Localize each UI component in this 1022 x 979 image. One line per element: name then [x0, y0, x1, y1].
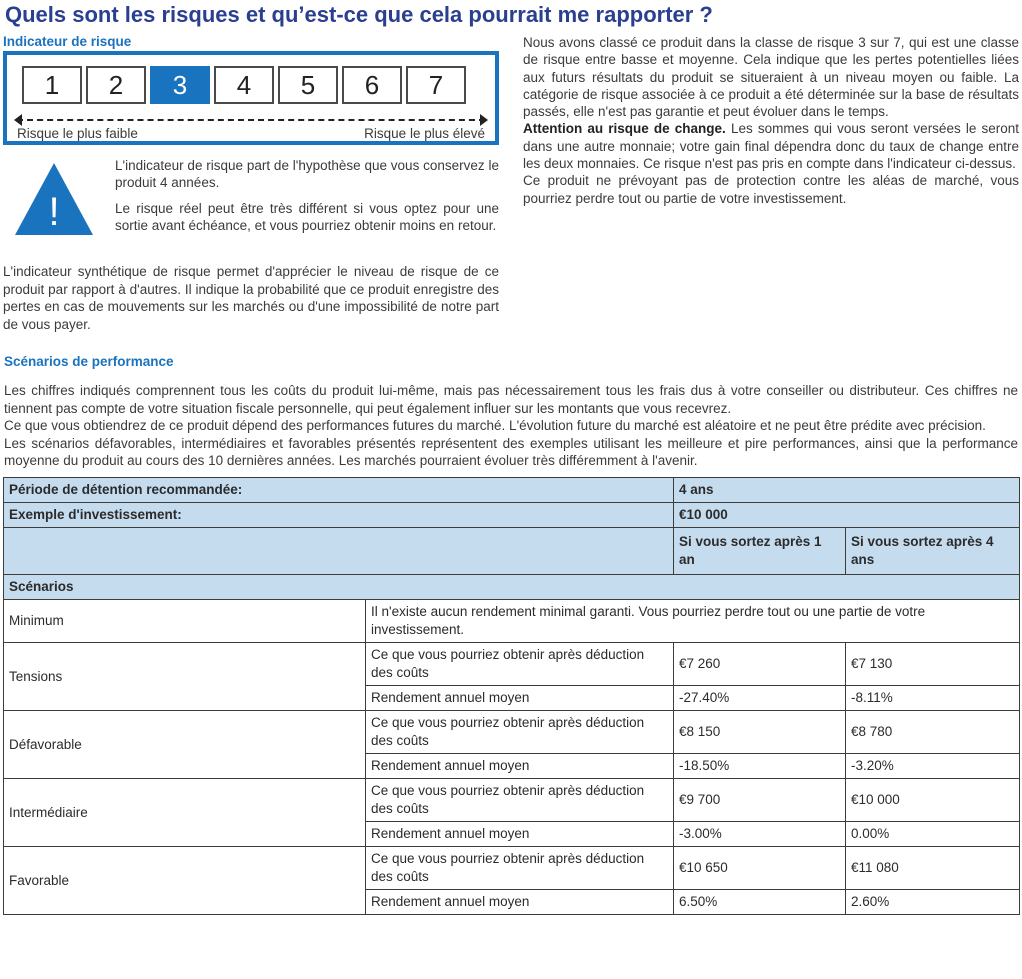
scenario-return-1y: -18.50%: [674, 754, 846, 779]
risk-level-2: 2: [86, 66, 146, 104]
scenario-amount-4y: €8 780: [846, 711, 1020, 754]
scenario-name: Intermédiaire: [4, 779, 366, 847]
scenario-amount-4y: €11 080: [846, 847, 1020, 890]
scenario-return-4y: 2.60%: [846, 890, 1020, 915]
risk-level-4: 4: [214, 66, 274, 104]
risk-class-paragraph: Nous avons classé ce produit dans la classe de risque 3 sur 7, qui est une classe de risque entre basse et moyenne. Cela indique que les pertes potentielles liées aux futurs résultats du produit se situeraient à un niveau moyen ou faible. La catégorie de risque associée à ce produit a été déterminée sur la base de résultats passés, elle n'est pas garantie et peut évoluer dans le temps.: [523, 35, 1019, 120]
scenario-return-1y: -3.00%: [674, 822, 846, 847]
scenario-name: Favorable: [4, 847, 366, 915]
performance-intro-2: Ce que vous obtiendrez de ce produit dépend des performances futures du marché. L'évolution future du marché est aléatoire et ne peut être prédite avec précision.: [4, 418, 986, 433]
warning-triangle-icon: [13, 161, 95, 237]
currency-risk-text: Les sommes qui vous seront versées le seront dans une autre monnaie; votre gain final dépendra donc du taux de change entre les deux monnaies. Ce risque n'est pas pris en compte dans l'indicateur ci-dessus.: [523, 121, 1019, 172]
performance-heading: Scénarios de performance: [4, 354, 174, 369]
table-row-holding: [4, 478, 1020, 503]
performance-table-body: [4, 478, 1020, 915]
scenario-name: Défavorable: [4, 711, 366, 779]
no-protection-paragraph: Ce produit ne prévoyant pas de protection contre les aléas de marché, vous pourriez perdre tout ou partie de votre investissement.: [523, 173, 1019, 206]
scenario-return-1y: -27.40%: [674, 686, 846, 711]
warning-glyph: !: [48, 190, 60, 234]
table-row: [4, 643, 1020, 686]
scenarios-label: Scénarios: [4, 575, 1020, 600]
right-column: [523, 34, 1019, 207]
scenario-return-4y: -8.11%: [846, 686, 1020, 711]
scenario-return-4y: -3.20%: [846, 754, 1020, 779]
scenario-amount-1y: €7 260: [674, 643, 846, 686]
holding-period-value: 4 ans: [674, 478, 1020, 503]
risk-indicator-heading: Indicateur de risque: [3, 34, 132, 49]
scenario-return-label: Rendement annuel moyen: [366, 754, 674, 779]
table-row-investment: [4, 503, 1020, 528]
scenario-amount-label: Ce que vous pourriez obtenir après déduction des coûts: [366, 711, 674, 754]
table-row-columns: [4, 528, 1020, 575]
warning-paragraph-2: Le risque réel peut être très différent si vous optez pour une sortie avant échéance, et vous pourriez obtenir moins en retour.: [115, 201, 499, 233]
warning-text: [115, 157, 499, 243]
risk-level-5: 5: [278, 66, 338, 104]
empty-header-cell: [4, 528, 674, 575]
minimum-label: Minimum: [4, 600, 366, 643]
table-row-scenarios: [4, 575, 1020, 600]
table-row: [4, 711, 1020, 754]
scenario-amount-4y: €7 130: [846, 643, 1020, 686]
minimum-text: Il n'existe aucun rendement minimal garanti. Vous pourriez perdre tout ou une partie de votre investissement.: [366, 600, 1020, 643]
performance-intro-3: Les scénarios défavorables, intermédiaires et favorables présentés représentent des exemples utilisant les meilleure et pire performances, ainsi que la performance moyenne du produit au cours des 10 dernières années. Les marchés pourraient évoluer très différemment à l'avenir.: [4, 435, 1018, 468]
risk-level-3: 3: [150, 66, 210, 104]
risk-level-7: 7: [406, 66, 466, 104]
scenario-return-label: Rendement annuel moyen: [366, 822, 674, 847]
performance-table: [3, 477, 1020, 915]
scenario-amount-label: Ce que vous pourriez obtenir après déduction des coûts: [366, 847, 674, 890]
scenario-return-1y: 6.50%: [674, 890, 846, 915]
left-column: [3, 34, 499, 333]
scenario-return-label: Rendement annuel moyen: [366, 686, 674, 711]
warning-block: [3, 157, 499, 263]
warning-paragraph-1: L'indicateur de risque part de l'hypothèse que vous conservez le produit 4 années.: [115, 158, 499, 190]
scenario-return-label: Rendement annuel moyen: [366, 890, 674, 915]
scenario-amount-1y: €8 150: [674, 711, 846, 754]
holding-period-label: Période de détention recommandée:: [4, 478, 674, 503]
currency-risk-title: Attention au risque de change.: [523, 121, 726, 137]
table-row: [4, 779, 1020, 822]
risk-explanation-paragraph: L'indicateur synthétique de risque permet d'apprécier le niveau de risque de ce produit par rapport à d'autres. Il indique la probabilité que ce produit enregistre des pertes en cas de mouvements sur les marchés ou d'une impossibilité de notre part de vous payer.: [3, 264, 499, 332]
scenario-amount-1y: €10 650: [674, 847, 846, 890]
column-header-1y: Si vous sortez après 1 an: [674, 528, 846, 575]
risk-arrow: [17, 119, 485, 121]
risk-level-6: 6: [342, 66, 402, 104]
arrow-right-icon: [480, 114, 488, 126]
page-title: Quels sont les risques et qu’est-ce que cela pourrait me rapporter ?: [5, 2, 713, 27]
risk-label-low: Risque le plus faible: [17, 126, 138, 141]
currency-risk-paragraph: [523, 120, 1019, 172]
scenario-amount-1y: €9 700: [674, 779, 846, 822]
column-header-4y: Si vous sortez après 4 ans: [846, 528, 1020, 575]
scenario-amount-4y: €10 000: [846, 779, 1020, 822]
risk-level-1: 1: [22, 66, 82, 104]
table-row: [4, 847, 1020, 890]
investment-value: €10 000: [674, 503, 1020, 528]
scenario-amount-label: Ce que vous pourriez obtenir après déduction des coûts: [366, 643, 674, 686]
risk-scale: [22, 66, 470, 104]
table-row-minimum: [4, 600, 1020, 643]
arrow-left-icon: [14, 114, 22, 126]
performance-intro: [4, 382, 1018, 470]
scenario-name: Tensions: [4, 643, 366, 711]
performance-intro-1: Les chiffres indiqués comprennent tous les coûts du produit lui-même, mais pas nécessairement tous les frais dus à votre conseiller ou distributeur. Ces chiffres ne tiennent pas compte de votre situation fiscale personnelle, qui peut également influer sur les montants que vous recevrez.: [4, 383, 1018, 416]
scenario-return-4y: 0.00%: [846, 822, 1020, 847]
investment-label: Exemple d'investissement:: [4, 503, 674, 528]
risk-label-high: Risque le plus élevé: [364, 126, 485, 141]
scenario-amount-label: Ce que vous pourriez obtenir après déduction des coûts: [366, 779, 674, 822]
risk-indicator-box: [3, 51, 499, 145]
